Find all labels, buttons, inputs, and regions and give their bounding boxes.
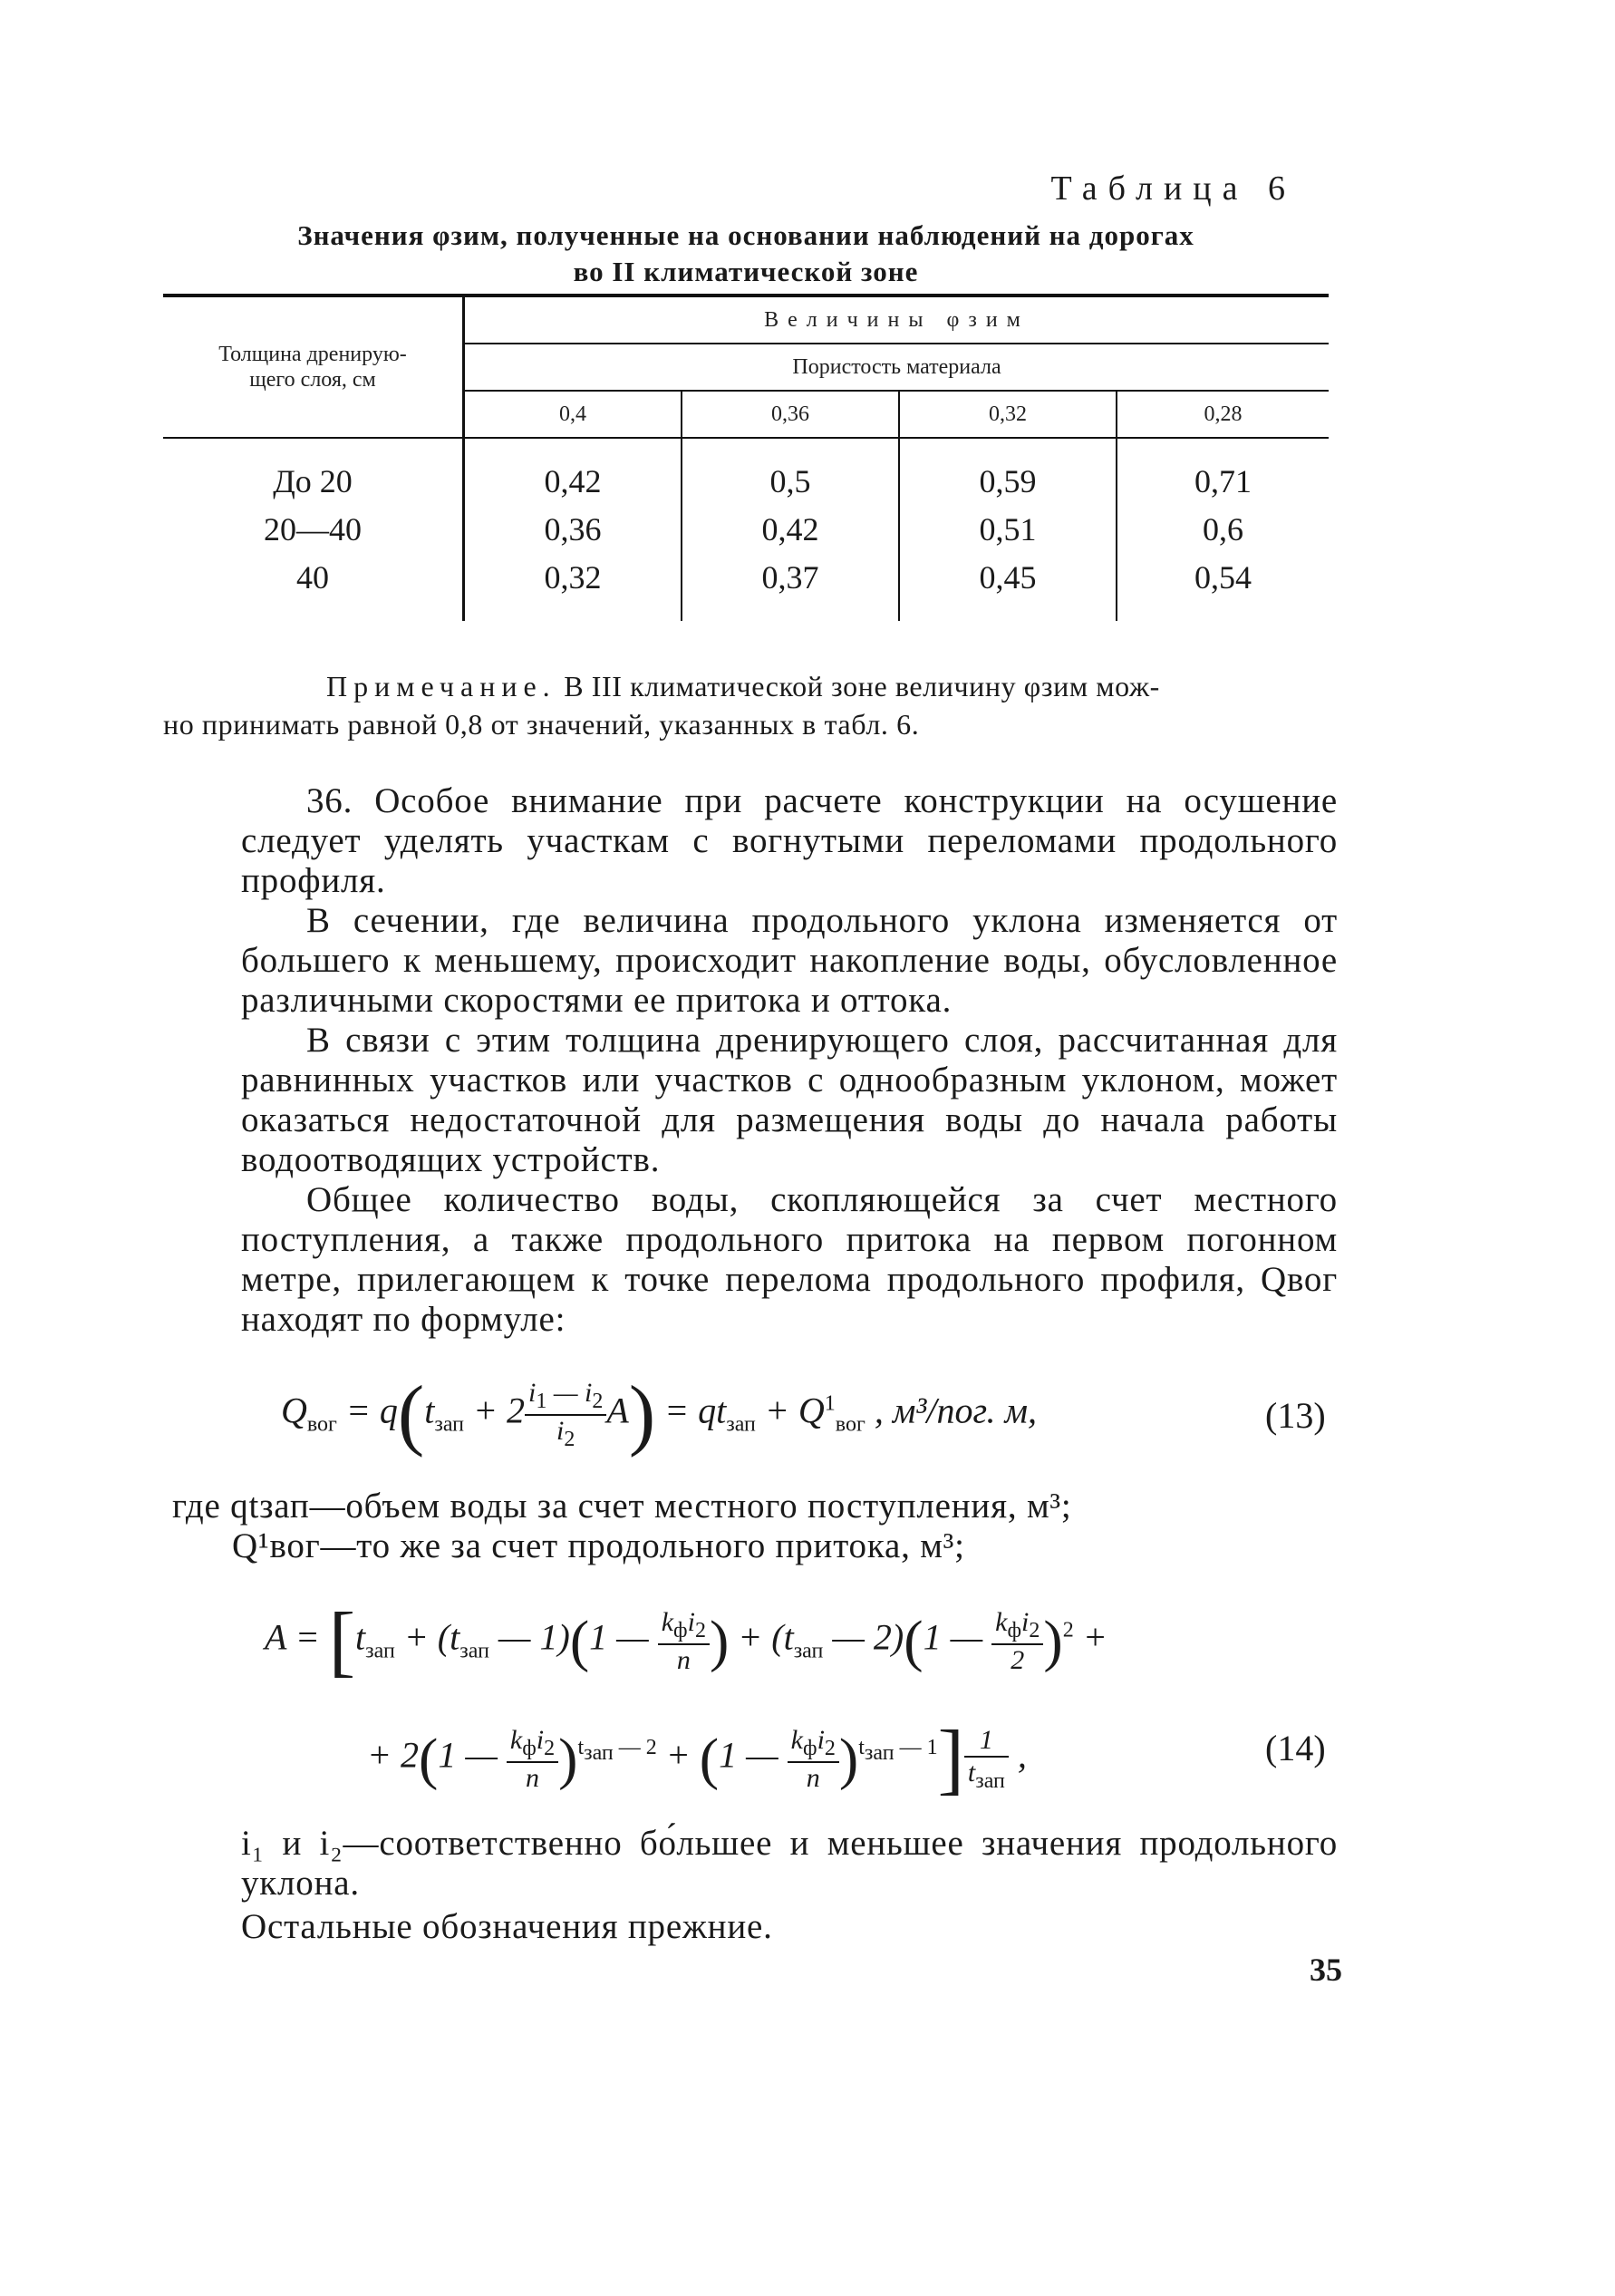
page-number: 35 <box>1310 1952 1342 1988</box>
table-row <box>163 505 1329 553</box>
sub-header: Пористость материала <box>464 344 1330 391</box>
col-header: 0,32 <box>899 391 1117 438</box>
rest-line: Остальные обозначения прежние. <box>241 1907 773 1946</box>
equation-number-14: (14) <box>1265 1728 1326 1768</box>
cell-value: 0,6 <box>1117 505 1329 553</box>
i-definition: i₁ и i₂—соответственно бо́льшее и меньшее значения продольного уклона. <box>241 1824 1338 1903</box>
note-label: Примечание. <box>326 670 556 702</box>
equation-number-13: (13) <box>1265 1395 1326 1436</box>
cell-value: 0,45 <box>899 553 1117 601</box>
where-line2: Q¹вог—то же за счет продольного притока, м³; <box>232 1526 965 1565</box>
col-header: 0,36 <box>682 391 899 438</box>
cell-value: 0,71 <box>1117 457 1329 505</box>
body-text <box>241 781 1338 1340</box>
cell-value: 0,37 <box>682 553 899 601</box>
data-table <box>163 294 1329 621</box>
table-title-line2: во II климатической зоне <box>573 256 919 287</box>
table-note <box>163 667 1341 743</box>
cell-thickness: 40 <box>296 558 329 596</box>
cell-value: 0,5 <box>682 457 899 505</box>
table-label: Таблица 6 <box>1050 170 1296 208</box>
table-title <box>163 218 1329 290</box>
table-row <box>163 457 1329 505</box>
note-line2: но принимать равной 0,8 от значений, указанных в табл. 6. <box>163 708 920 741</box>
cell-value: 0,51 <box>899 505 1117 553</box>
cell-value: 0,54 <box>1117 553 1329 601</box>
note-line1: В III климатической зоне величину φзим мож- <box>564 670 1160 702</box>
formula-14-line2: + 2(1 — $\frac{k_фi_2}{n}$ )$^{t_{зап} — 2}$ + (1 — $\frac{k_фi_2}{n}$ )$^{t_{зап} — 1}$] $\frac{1}{t_{зап}}$ , <box>367 1715 1027 1803</box>
paragraph-2: В сечении, где величина продольного уклона изменяется от большего к меньшему, происходит накопление воды, обусловленное различными скоростями ее притока и оттока. <box>241 901 1338 1020</box>
cell-thickness: До 20 <box>273 462 353 499</box>
cell-value: 0,36 <box>464 505 682 553</box>
col-header: 0,4 <box>464 391 682 438</box>
where-line1: где qtзап—объем воды за счет местного поступления, м³; <box>172 1487 1072 1526</box>
cell-value: 0,32 <box>464 553 682 601</box>
table-row <box>163 553 1329 601</box>
cell-value: 0,42 <box>682 505 899 553</box>
cell-value: 0,42 <box>464 457 682 505</box>
col-header: 0,28 <box>1117 391 1329 438</box>
row-header: Толщина дренирую- щего слоя, см <box>163 295 464 438</box>
formula-14-line1: $A = [t_{зап} + (t_{зап}$ — 1)(1 — $\frac{k_фi_2}{n}$ ) + ($t_{зап}$ — 2)(1 — $\frac{k_фi_2}{2}$ )$^2$ + <box>265 1597 1107 1685</box>
formula-13-units: м³/пог. м, <box>892 1390 1038 1431</box>
formula-13: $Q_{вог} = q(t_{зап} + 2$ $\frac{i_1 — i_2}{i_2}$ $A) = qt_{зап} + Q^1_{вог}$ , м³/пог. м, <box>281 1371 1038 1458</box>
group-header: Величины φзим <box>464 295 1330 344</box>
cell-thickness: 20—40 <box>264 510 362 547</box>
cell-value: 0,59 <box>899 457 1117 505</box>
paragraph-36: 36. Особое внимание при расчете конструкции на осушение следует уделять участкам с вогнутыми переломами продольного профиля. <box>241 781 1338 900</box>
paragraph-4: Общее количество воды, скопляющейся за счет местного поступления, а также продольного притока на первом погонном метре, прилегающем к точке перелома продольного профиля, Qвог находят по формуле: <box>241 1180 1338 1339</box>
where-block <box>172 1487 1341 1566</box>
after-block <box>241 1824 1338 1947</box>
table-title-line1: Значения φзим, полученные на основании наблюдений на дорогах <box>297 219 1194 251</box>
paragraph-3: В связи с этим толщина дренирующего слоя, рассчитанная для равнинных участков или участков с однообразным уклоном, может оказаться недостаточной для размещения воды до начала работы водоотводящих устройств. <box>241 1021 1338 1179</box>
